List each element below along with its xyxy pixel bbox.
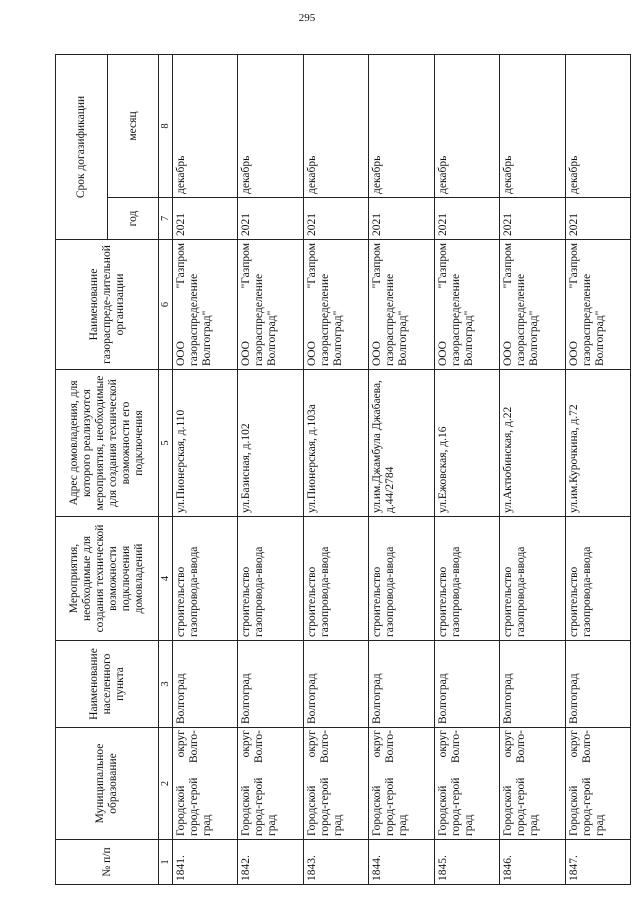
header-month: месяц [108,55,159,198]
column-number: 8 [159,55,173,198]
year-cell: 2021 [500,198,565,240]
settlement-cell: Волгоград [303,641,368,728]
address-cell: ул.Базисная, д.102 [238,370,303,517]
organization-cell: ООО "Газпром газораспределение Волгоград" [303,240,368,370]
header-organization: Наименование газораспреде-лительной организации [56,240,159,370]
settlement-cell: Волгоград [238,641,303,728]
column-number: 6 [159,240,173,370]
organization-cell: ООО "Газпром газораспределение Волгоград" [500,240,565,370]
organization-cell: ООО "Газпром газораспределение Волгоград" [173,240,238,370]
measures-cell: строительство газопровода-ввода [238,517,303,641]
column-number: 1 [159,840,173,885]
organization-cell: ООО "Газпром газораспределение Волгоград" [369,240,434,370]
month-cell: декабрь [565,55,630,198]
header-settlement: Наименование населенного пункта [56,641,159,728]
table-row [565,55,630,885]
municipality-cell: Городской округ город-герой Волго-град [303,728,368,840]
column-numbers-row [159,55,173,885]
column-number: 4 [159,517,173,641]
rotated-table-container [55,55,631,885]
month-cell: декабрь [173,55,238,198]
address-cell: ул.Актюбинская, д.22 [500,370,565,517]
address-cell: ул.им.Курочкина, д.72 [565,370,630,517]
header-num: № п/п [56,840,159,885]
address-cell: ул.им.Джамбула Джабаева, д.44/2784 [369,370,434,517]
measures-cell: строительство газопровода-ввода [565,517,630,641]
table-row [238,55,303,885]
table-row [303,55,368,885]
month-cell: декабрь [369,55,434,198]
header-measures: Мероприятия, необходимые для создания технической возможности подключения домовладений [56,517,159,641]
header-address: Адрес домовладения, для которого реализуются мероприятия, необходимые для создания технической возможности его подключения [56,370,159,517]
measures-cell: строительство газопровода-ввода [500,517,565,641]
address-cell: ул.Ежовская, д.16 [434,370,499,517]
year-cell: 2021 [238,198,303,240]
column-number: 7 [159,198,173,240]
settlement-cell: Волгоград [500,641,565,728]
year-cell: 2021 [303,198,368,240]
municipality-cell: Городской округ город-герой Волго-град [173,728,238,840]
page-number: 295 [298,12,316,24]
table-row [369,55,434,885]
month-cell: декабрь [303,55,368,198]
municipality-cell: Городской округ город-герой Волго-град [434,728,499,840]
settlement-cell: Волгоград [173,641,238,728]
year-cell: 2021 [565,198,630,240]
header-deadline: Срок догазификации [56,55,108,240]
year-cell: 2021 [369,198,434,240]
row-number: 1847. [565,840,630,885]
year-cell: 2021 [434,198,499,240]
table-row [434,55,499,885]
row-number: 1842. [238,840,303,885]
column-number: 3 [159,641,173,728]
organization-cell: ООО "Газпром газораспределение Волгоград" [565,240,630,370]
month-cell: декабрь [500,55,565,198]
address-cell: ул.Пионерская, д.103а [303,370,368,517]
settlement-cell: Волгоград [369,641,434,728]
municipality-cell: Городской округ город-герой Волго-град [500,728,565,840]
row-number: 1843. [303,840,368,885]
measures-cell: строительство газопровода-ввода [303,517,368,641]
header-year: год [108,198,159,240]
measures-cell: строительство газопровода-ввода [369,517,434,641]
measures-cell: строительство газопровода-ввода [173,517,238,641]
gasification-table [55,54,631,885]
month-cell: декабрь [434,55,499,198]
settlement-cell: Волгоград [434,641,499,728]
row-number: 1841. [173,840,238,885]
row-number: 1846. [500,840,565,885]
table-row [173,55,238,885]
municipality-cell: Городской округ город-герой Волго-град [369,728,434,840]
organization-cell: ООО "Газпром газораспределение Волгоград" [238,240,303,370]
month-cell: декабрь [238,55,303,198]
column-number: 2 [159,728,173,840]
settlement-cell: Волгоград [565,641,630,728]
municipality-cell: Городской округ город-герой Волго-град [565,728,630,840]
header-municipality: Муниципальное образование [56,728,159,840]
year-cell: 2021 [173,198,238,240]
organization-cell: ООО "Газпром газораспределение Волгоград" [434,240,499,370]
row-number: 1844. [369,840,434,885]
municipality-cell: Городской округ город-герой Волго-град [238,728,303,840]
address-cell: ул.Пионерская, д.110 [173,370,238,517]
row-number: 1845. [434,840,499,885]
measures-cell: строительство газопровода-ввода [434,517,499,641]
column-number: 5 [159,370,173,517]
table-row [500,55,565,885]
